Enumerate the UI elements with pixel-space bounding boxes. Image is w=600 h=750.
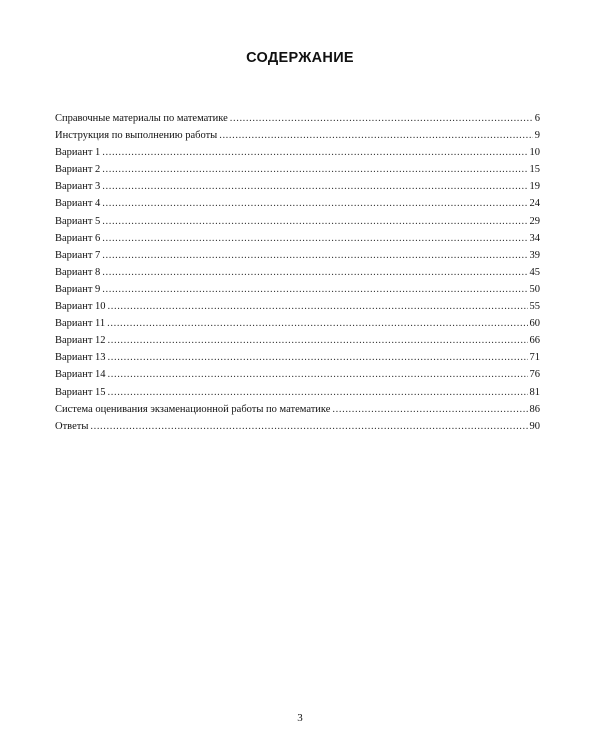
toc-entry-label: Справочные материалы по математике (55, 113, 228, 124)
toc-entry-page: 60 (529, 318, 540, 330)
toc-entry (55, 366, 540, 383)
toc-entry-label: Вариант 6 (55, 232, 101, 244)
toc-entry (55, 144, 540, 161)
dot-leader (108, 384, 528, 401)
toc-entry (55, 230, 540, 247)
toc-entry-page: 24 (529, 198, 540, 210)
toc-entry-label: Вариант 5 (55, 215, 101, 227)
toc-entry (55, 213, 540, 230)
dot-leader (108, 366, 528, 383)
toc-entry-label: Вариант 11 (55, 318, 106, 330)
toc-entry-page: 50 (529, 283, 540, 295)
toc-entry (55, 401, 540, 418)
toc-entry-page: 34 (529, 232, 540, 244)
toc-entry (55, 161, 540, 178)
dot-leader (102, 247, 527, 264)
dot-leader (102, 195, 527, 212)
dot-leader (332, 401, 527, 418)
toc-entry-label: Вариант 7 (55, 249, 101, 261)
toc-entry-page: 15 (529, 164, 540, 176)
toc-entry (55, 110, 540, 127)
toc-entry-label: Вариант 8 (55, 266, 101, 278)
table-of-contents (55, 110, 540, 435)
dot-leader (102, 230, 527, 247)
dot-leader (102, 264, 527, 281)
toc-entry (55, 178, 540, 195)
dot-leader (102, 213, 527, 230)
toc-entry-label: Ответы (55, 420, 89, 432)
dot-leader (108, 298, 528, 315)
toc-entry (55, 195, 540, 212)
toc-entry-page: 81 (529, 386, 540, 398)
toc-entry (55, 349, 540, 366)
toc-entry-page: 66 (529, 335, 540, 347)
dot-leader (230, 110, 533, 127)
toc-entry-label: Вариант 9 (55, 283, 101, 295)
toc-entry-page: 6 (534, 113, 540, 124)
toc-entry-page: 90 (529, 420, 540, 432)
toc-entry (55, 418, 540, 435)
toc-entry-page: 29 (529, 215, 540, 227)
toc-entry (55, 315, 540, 332)
page-title: СОДЕРЖАНИЕ (246, 50, 354, 66)
toc-entry-label: Вариант 13 (55, 352, 106, 364)
dot-leader (107, 315, 527, 332)
toc-entry (55, 384, 540, 401)
toc-entry (55, 127, 540, 144)
toc-entry-label: Вариант 1 (55, 147, 101, 159)
dot-leader (219, 127, 533, 144)
toc-entry-page: 45 (529, 266, 540, 278)
toc-entry-label: Вариант 2 (55, 164, 101, 176)
dot-leader (102, 178, 527, 195)
toc-entry (55, 247, 540, 264)
toc-entry-label: Инструкция по выполнению работы (55, 130, 218, 142)
toc-entry-page: 71 (529, 352, 540, 364)
toc-entry-page: 55 (529, 301, 540, 313)
dot-leader (90, 418, 527, 435)
dot-leader (108, 332, 528, 349)
toc-entry-label: Вариант 4 (55, 198, 101, 210)
toc-entry (55, 281, 540, 298)
toc-entry-page: 9 (534, 130, 540, 142)
toc-entry-label: Система оценивания экзаменационной работы по математике (55, 403, 331, 415)
toc-entry-page: 86 (529, 403, 540, 415)
dot-leader (102, 144, 527, 161)
toc-entry-label: Вариант 12 (55, 335, 106, 347)
dot-leader (102, 281, 527, 298)
dot-leader (108, 349, 528, 366)
toc-entry (55, 332, 540, 349)
toc-entry (55, 264, 540, 281)
toc-entry-page: 10 (529, 147, 540, 159)
toc-entry (55, 298, 540, 315)
toc-entry-page: 39 (529, 249, 540, 261)
page-number: 3 (297, 712, 303, 724)
toc-entry-label: Вариант 10 (55, 301, 106, 313)
toc-entry-label: Вариант 3 (55, 181, 101, 193)
toc-entry-page: 76 (529, 369, 540, 381)
dot-leader (102, 161, 527, 178)
toc-entry-label: Вариант 14 (55, 369, 106, 381)
toc-entry-label: Вариант 15 (55, 386, 106, 398)
toc-entry-page: 19 (529, 181, 540, 193)
